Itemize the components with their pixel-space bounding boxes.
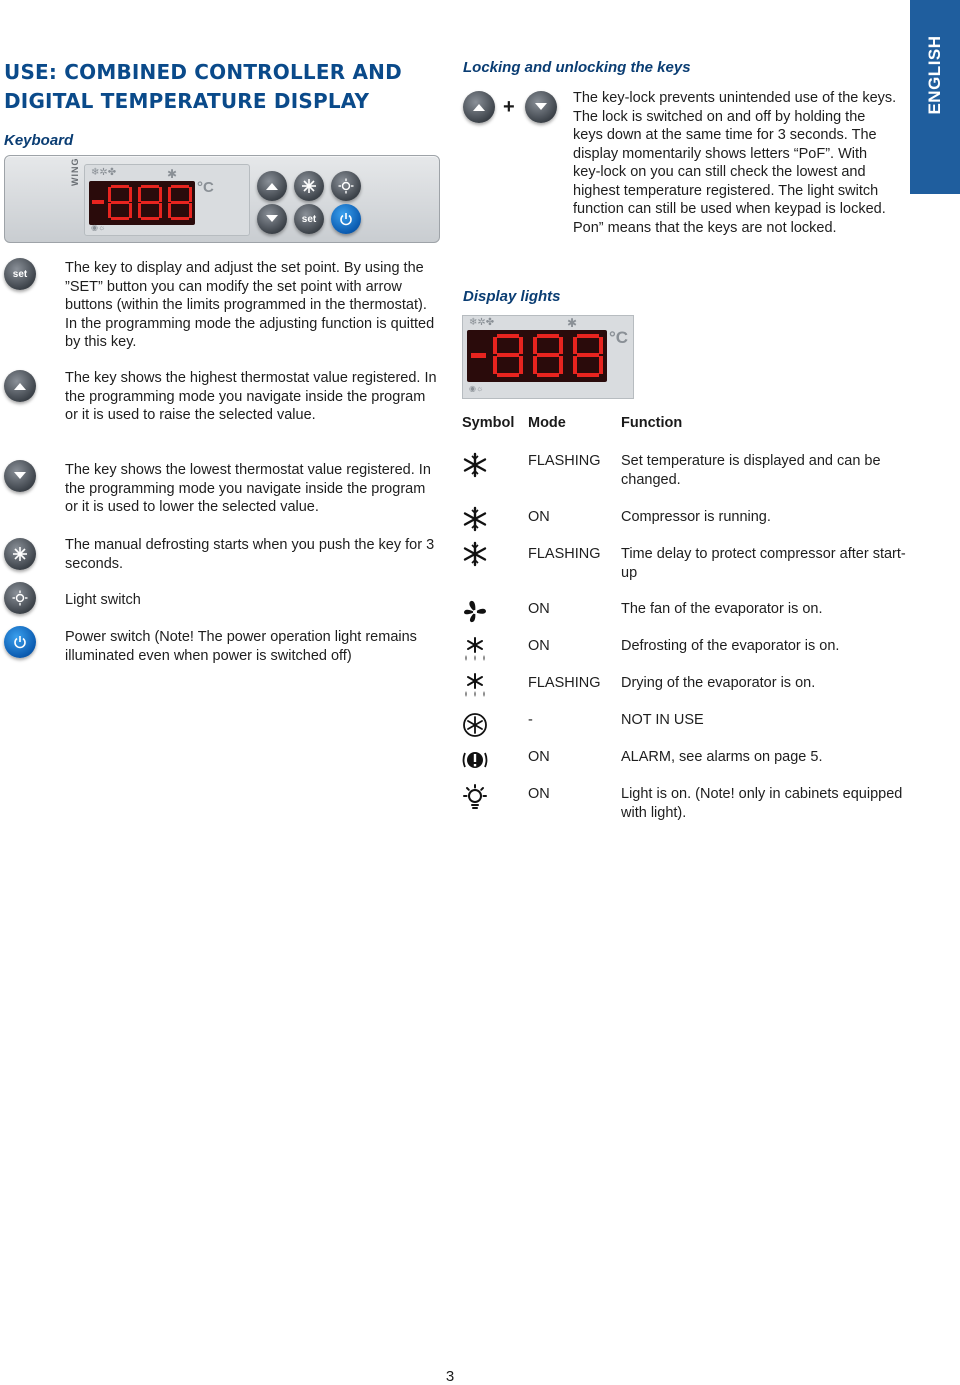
digit-8 bbox=[168, 185, 192, 220]
controller-unit: °C bbox=[197, 179, 214, 196]
digit-8 bbox=[493, 334, 523, 377]
display-lights-indicator-icons: ❄✲✤ bbox=[469, 317, 495, 328]
table-row-mode: ON bbox=[528, 509, 550, 525]
controller-digit-window bbox=[89, 181, 195, 225]
down-arrow-button-icon bbox=[4, 460, 36, 492]
snowflake-icon bbox=[462, 506, 488, 532]
display-lights-alarm-icons: ◉☼ bbox=[469, 384, 484, 393]
table-row-mode: ON bbox=[528, 749, 550, 765]
power-button-icon bbox=[4, 626, 36, 658]
alarm-light-indicator-icons: ◉☼ bbox=[91, 223, 106, 232]
display-indicator-icons: ❄✲✤ bbox=[91, 167, 117, 178]
table-row-function: Compressor is running. bbox=[621, 509, 771, 525]
light-button[interactable] bbox=[331, 171, 361, 201]
locking-description: The key-lock prevents unintended use of the keys. The lock is switched on and off by holding the keys down at the same time for 3 seconds. The display momentarily shows letters “PoF”. With key-lock on you can still check the lowest and highest temperature registered. The light switch function can still be used when keypad is locked. Pon” means that the keys are not locked. bbox=[573, 90, 897, 236]
down-key-description: The key shows the lowest thermostat value registered. In the programming mode you navigate inside the program or it is used to lower the selected value. bbox=[65, 462, 431, 515]
display-lights-heading: Display lights bbox=[463, 288, 561, 305]
defrost-button[interactable] bbox=[294, 171, 324, 201]
set-key-description: The key to display and adjust the set point. By using the ”SET” button you can modify the set point with arrow buttons (within the limits programmed in the thermostat). In the programming mode the adjusting function is quitted by this key. bbox=[65, 260, 435, 350]
minus-segment bbox=[471, 353, 486, 358]
language-tab bbox=[910, 0, 960, 194]
display-lights-digits bbox=[467, 330, 607, 382]
plus-sign: + bbox=[503, 96, 515, 118]
down-arrow-key-icon bbox=[525, 91, 557, 123]
digit-8 bbox=[108, 185, 132, 220]
power-key-description: Power switch (Note! The power operation light remains illuminated even when power is switched off) bbox=[65, 629, 417, 664]
controller-display bbox=[84, 164, 250, 236]
table-row-mode: FLASHING bbox=[528, 453, 601, 469]
up-key-description: The key shows the highest thermostat value registered. In the programming mode you navigate inside the program or it is used to raise the selected value. bbox=[65, 370, 437, 423]
page-title: USE: COMBINED CONTROLLER AND DIGITAL TEMPERATURE DISPLAY bbox=[4, 60, 402, 113]
table-row-function: NOT IN USE bbox=[621, 712, 704, 728]
locking-heading: Locking and unlocking the keys bbox=[463, 59, 691, 76]
circled-snowflake-icon bbox=[462, 712, 488, 738]
snowflake-indicator-icon: ✱ bbox=[167, 167, 178, 181]
display-lights-panel bbox=[462, 315, 634, 399]
snowflake-icon bbox=[462, 541, 488, 567]
table-row-function: The fan of the evaporator is on. bbox=[621, 601, 823, 617]
set-button-icon: set bbox=[4, 258, 36, 290]
minus-segment bbox=[92, 200, 104, 204]
digit-8 bbox=[533, 334, 563, 377]
fan-icon bbox=[462, 599, 488, 625]
up-arrow-key-icon bbox=[463, 91, 495, 123]
table-row-function: Set temperature is displayed and can be changed. bbox=[621, 453, 881, 488]
defrost-icon bbox=[462, 636, 488, 662]
power-button[interactable] bbox=[331, 204, 361, 234]
page-number: 3 bbox=[445, 1368, 455, 1385]
table-row-mode: - bbox=[528, 712, 533, 728]
alarm-icon bbox=[462, 747, 488, 773]
up-arrow-button-icon bbox=[4, 370, 36, 402]
snowflake-icon bbox=[462, 452, 488, 478]
table-row-mode: ON bbox=[528, 638, 550, 654]
language-tab-label: ENGLISH bbox=[925, 35, 944, 115]
table-row-mode: FLASHING bbox=[528, 675, 601, 691]
symbol-column-header: Symbol bbox=[462, 415, 515, 431]
light-bulb-icon bbox=[462, 784, 488, 810]
table-row-mode: ON bbox=[528, 786, 550, 802]
table-row-mode: FLASHING bbox=[528, 546, 601, 562]
up-arrow-button[interactable] bbox=[257, 171, 287, 201]
light-key-description: Light switch bbox=[65, 592, 141, 608]
table-row-function: Defrosting of the evaporator is on. bbox=[621, 638, 840, 654]
display-lights-snowflake-icon: ✱ bbox=[567, 316, 578, 330]
table-row-function: ALARM, see alarms on page 5. bbox=[621, 749, 823, 765]
digit-8 bbox=[138, 185, 162, 220]
set-button-label: set bbox=[301, 213, 317, 225]
table-row-function: Time delay to protect compressor after start-up bbox=[621, 546, 906, 581]
table-row-mode: ON bbox=[528, 601, 550, 617]
defrost-button-icon bbox=[4, 538, 36, 570]
table-row-function: Light is on. (Note! only in cabinets equipped with light). bbox=[621, 786, 903, 821]
display-lights-unit: °C bbox=[609, 328, 629, 347]
table-row-function: Drying of the evaporator is on. bbox=[621, 675, 816, 691]
light-button-icon bbox=[4, 582, 36, 614]
defrost-key-description: The manual defrosting starts when you push the key for 3 seconds. bbox=[65, 537, 435, 572]
drying-icon bbox=[462, 672, 488, 698]
controller-brand: WING bbox=[70, 157, 80, 186]
display-lights-window bbox=[467, 330, 607, 382]
mode-column-header: Mode bbox=[528, 415, 566, 431]
controller-digits bbox=[89, 181, 195, 225]
keyboard-heading: Keyboard bbox=[4, 132, 74, 149]
digit-8 bbox=[573, 334, 603, 377]
down-arrow-button[interactable] bbox=[257, 204, 287, 234]
set-button[interactable] bbox=[294, 204, 324, 234]
function-column-header: Function bbox=[621, 415, 683, 431]
